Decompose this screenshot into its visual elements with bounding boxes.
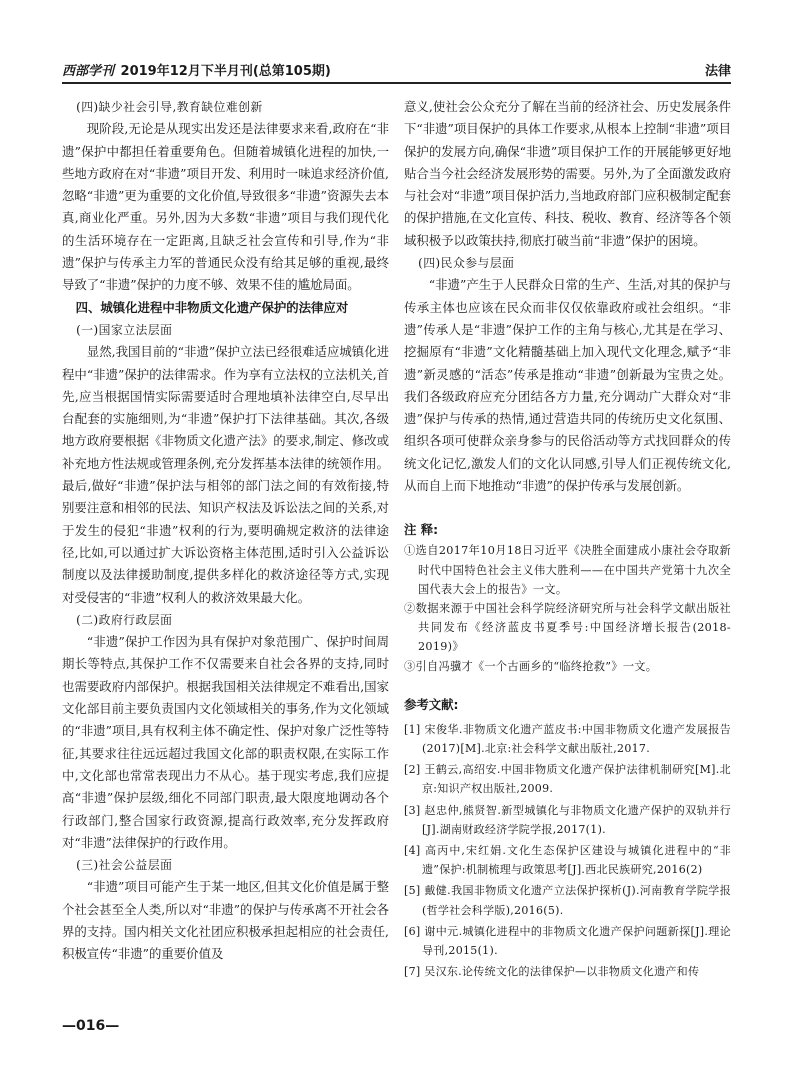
note-item: ①选自2017年10月18日习近平《决胜全面建成小康社会夺取新时代中国特色社会主义伟大胜利——在中国共产党第十九次全国代表大会上的报告》一文。 [404, 544, 731, 596]
subsection-heading: (二)政府行政层面 [76, 612, 173, 627]
paragraph: “非遗”保护工作因为具有保护对象范围广、保护时间周期长等特点,其保护工作不仅需要来自社会各界的支持,同时也需要政府内部保护。根据我国相关法律规定不难看出,国家文化部目前主要负责国内文化领域相关的事务,作为文化领域的“非遗”项目,具有权利主体不确定性、保护对象广泛性等特征,其要求往往远远超过我国文化部的职责权限,在实际工作中,文化部也常常表现出力不从心。基于现实考虑,我们应提高“非遗”保护层级,细化不同部门职责,最大限度地调动各个行政部门,整合国家行政资源,提高行政效率,充分发挥政府对“非遗”法律保护的行政作用。 [62, 634, 389, 850]
right-body [404, 96, 731, 497]
page-number: —016— [62, 1018, 120, 1034]
journal-name: 西部学刊 [62, 64, 115, 79]
paragraph: “非遗”产生于人民群众日常的生产、生活,对其的保护与传承主体也应该在民众而非仅仅依靠政府或社会组织。“非遗”传承人是“非遗”保护工作的主角与核心,尤其是在学习、挖掘原有“非遗”文化精髓基础上加入现代文化理念,赋予“非遗”新灵感的“活态”传承是推动“非遗”创新最为宝贵之处。我们各级政府应充分团结各方力量,充分调动广大群众对“非遗”保护与传承的热情,通过营造共同的传统历史文化氛围、组织各项可使群众亲身参与的民俗活动等方式找回群众的传统文化记忆,激发人们的文化认同感,引导人们正视传统文化,从而自上而下地推动“非遗”的保护传承与发展创新。 [404, 277, 731, 494]
notes-list [404, 541, 731, 675]
header-left [62, 60, 331, 79]
right-column [404, 96, 731, 983]
reference-item: [3] 赵忠仲,熊贤智.新型城镇化与非物质文化遗产保护的双轨并行[J].湖南财政经济学院学报,2017(1). [404, 803, 731, 836]
journal-issue: 2019年12月下半月刊(总第105期) [120, 64, 331, 79]
subsection-heading: (一)国家立法层面 [76, 322, 173, 337]
section-label: 法律 [704, 64, 731, 79]
paragraph: 现阶段,无论是从现实出发还是法律要求来看,政府在“非遗”保护中都担任着重要角色。但随着城镇化进程的加快,一些地方政府在对“非遗”项目开发、利用时一味追求经济价值,忽略“非遗”更为重要的文化价值,导致很多“非遗”资源失去本真,商业化严重。另外,因为大多数“非遗”项目与我们现代化的生活环境存在一定距离,且缺乏社会宣传和引导,作为“非遗”保护与传承主力军的普通民众没有给其足够的重视,最终导致了“非遗”保护的力度不够、效果不佳的尴尬局面。 [62, 121, 389, 293]
left-column [62, 96, 389, 966]
subsection-heading: (四)缺少社会引导,教育缺位难创新 [76, 100, 263, 114]
paragraph: 意义,使社会公众充分了解在当前的经济社会、历史发展条件下“非遗”项目保护的具体工作要求,从根本上控制“非遗”项目保护的发展方向,确保“非遗”项目保护工作的开展能够更好地贴合当今社会经济发展形势的需要。另外,为了全面激发政府与社会对“非遗”项目保护活力,当地政府部门应积极制定配套的保护措施,在文化宣传、科技、税收、教育、经济等各个领域积极予以政策扶持,彻底打破当前“非遗”保护的困境。 [404, 99, 731, 248]
reference-item: [1] 宋俊华.非物质文化遗产蓝皮书:中国非物质文化遗产发展报告(2017)[M].北京:社会科学文献出版社,2017. [404, 722, 731, 755]
notes-title: 注 释: [404, 522, 439, 538]
reference-item: [2] 王鹤云,高绍安.中国非物质文化遗产保护法律机制研究[M].北京:知识产权出版社,2009. [404, 763, 731, 796]
references-list [404, 720, 731, 982]
references-title: 参考文献: [404, 696, 459, 712]
page-header [62, 52, 731, 84]
subsection-heading: (三)社会公益层面 [76, 858, 173, 873]
note-item: ③引自冯骥才《一个古画乡的“临终抢救”》一文。 [404, 659, 658, 673]
note-item: ②数据来源于中国社会科学院经济研究所与社会科学文献出版社共同发布《经济蓝皮书夏季号:中国经济增长报告(2018-2019)》 [404, 601, 731, 654]
paragraph: “非遗”项目可能产生于某一地区,但其文化价值是属于整个社会甚至全人类,所以对“非遗”的保护与传承离不开社会各界的支持。国内相关文化社团应积极承担起相应的社会责任,积极宣传“非遗”的重要价值及 [62, 879, 389, 962]
reference-item: [7] 吴汉东.论传统文化的法律保护—以非物质文化遗产和传 [404, 965, 700, 979]
section-heading: 四、城镇化进程中非物质文化遗产保护的法律应对 [75, 299, 349, 315]
subsection-heading: (四)民众参与层面 [418, 256, 515, 271]
reference-item: [4] 高丙中,宋红娟.文化生态保护区建设与城镇化进程中的“非遗”保护:机制梳理与政策思考[J].西北民族研究,2016(2) [404, 843, 731, 877]
paragraph: 显然,我国目前的“非遗”保护立法已经很难适应城镇化进程中“非遗”保护的法律需求。作为享有立法权的立法机关,首先,应当根据国情实际需要适时合理地填补法律空白,尽早出台配套的实施细则,为“非遗”保护打下法律基础。其次,各级地方政府要根据《非物质文化遗产法》的要求,制定、修改或补充地方性法规或管理条例,充分发挥基本法律的统领作用。最后,做好“非遗”保护法与相邻的部门法之间的有效衔接,特别要注意和相邻的民法、知识产权法及诉讼法之间的关系,对于发生的侵犯“非遗”权利的行为,要明确规定救济的法律途径,比如,可以通过扩大诉讼资格主体范围,适时引入公益诉讼制度以及法律援助制度,提供多样化的救济途径等方式,实现对受侵害的“非遗”权利人的救济效果最大化。 [62, 344, 389, 605]
reference-item: [5] 戴健.我国非物质文化遗产立法保护探析(J).河南教育学院学报(哲学社会科学版),2016(5). [404, 884, 731, 917]
reference-item: [6] 谢中元.城镇化进程中的非物质文化遗产保护问题新探[J].理论导刊,2015(1). [404, 924, 731, 957]
